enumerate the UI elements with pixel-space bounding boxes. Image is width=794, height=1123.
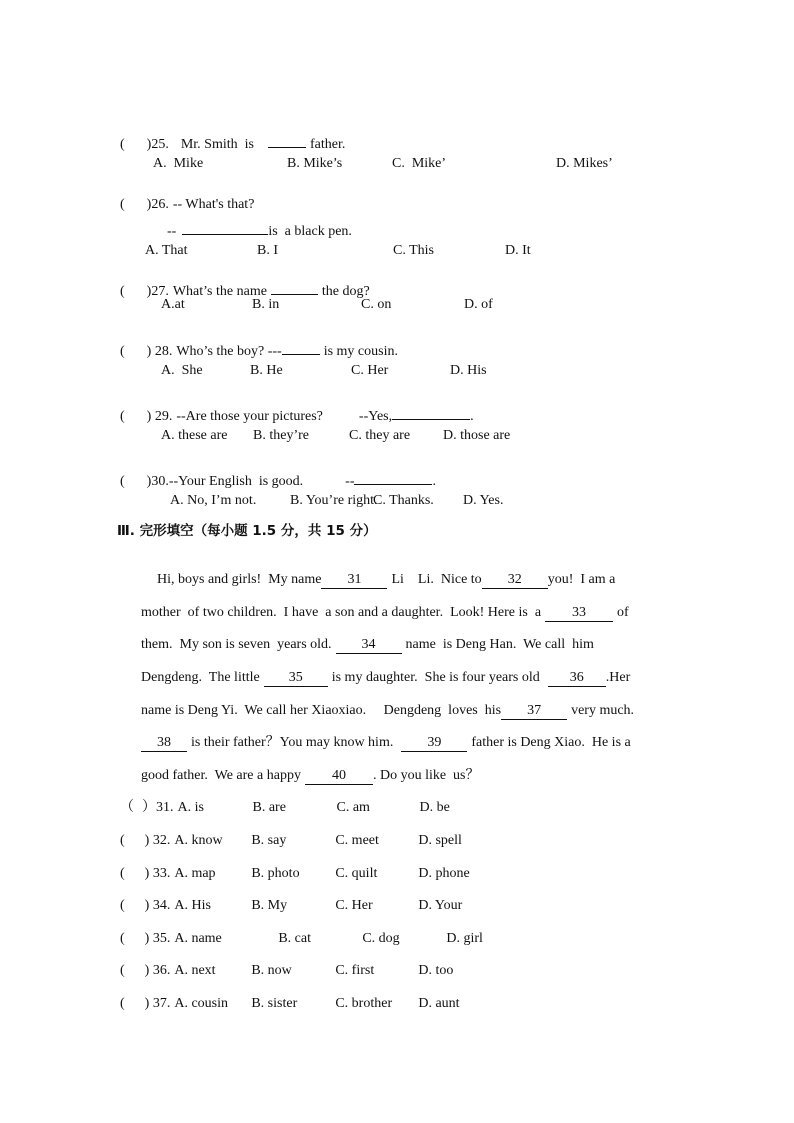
question-36 (113, 950, 453, 978)
question-number: )30. (146, 474, 169, 489)
question-text: . (432, 474, 436, 489)
question-text: -- (345, 474, 355, 489)
option-a: A. know (174, 833, 223, 848)
passage-line (134, 624, 594, 654)
question-28 (113, 331, 398, 359)
option-d: D. those are (443, 428, 511, 443)
option-c: C. am (336, 800, 370, 815)
blank-39[interactable]: 39 (401, 736, 467, 752)
blank-31[interactable]: 31 (321, 573, 387, 589)
question-25 (113, 124, 345, 152)
question-number: ）31. (142, 800, 174, 815)
section-heading: Ⅲ. 完形填空（每小题 1.5 分，共 15 分） (117, 523, 377, 539)
option-a: A. She (161, 363, 203, 378)
answer-paren[interactable]: ( (120, 137, 125, 152)
answer-paren[interactable]: ( (120, 344, 125, 359)
question-text: --Yes, (358, 409, 393, 424)
passage-text: Dengdeng. The little (141, 670, 260, 685)
passage-text: is their father？You may know him. (191, 735, 394, 750)
option-d: D. girl (446, 931, 483, 946)
option-b: B. say (251, 833, 287, 848)
option-b: B. cat (278, 931, 311, 946)
option-a: A. That (145, 243, 188, 258)
passage-text: name is Deng Yi. We call her Xiaoxiao. Dengdeng loves his (141, 703, 502, 718)
question-number: )26. (146, 197, 169, 212)
question-number: ) 36. (144, 963, 171, 978)
option-b: B. He (250, 363, 283, 378)
option-c: C. Her (335, 898, 373, 913)
question-number: ) 35. (144, 931, 171, 946)
passage-line (134, 657, 630, 687)
option-d: D. aunt (418, 996, 460, 1011)
option-b: B. I (257, 243, 278, 258)
passage-text: mother of two children. I have a son and a daughter. Look! Here is a (141, 605, 542, 620)
option-c: C. on (361, 297, 392, 312)
passage-text: father is Deng Xiao. He is a (471, 735, 631, 750)
option-b: B. Mike’s (287, 156, 343, 171)
question-text: -- What's that? (172, 197, 255, 212)
passage-text: Hi, boys and girls! My name (157, 572, 322, 587)
blank-38[interactable]: 38 (141, 736, 187, 752)
option-d: D. phone (418, 866, 470, 881)
answer-paren[interactable]: ( (120, 996, 125, 1011)
option-b: B. My (251, 898, 288, 913)
passage-text: Li Li. Nice to (391, 572, 482, 587)
blank-33[interactable]: 33 (545, 606, 613, 622)
answer-paren[interactable]: ( (120, 866, 125, 881)
option-a: A. map (174, 866, 216, 881)
passage-text: you! I am a (547, 572, 616, 587)
question-text: father. (309, 137, 346, 152)
answer-paren[interactable]: ( (120, 197, 125, 212)
question-37 (113, 983, 460, 1011)
option-d: D. Yes. (463, 493, 504, 508)
question-number: )25. (146, 137, 169, 152)
question-number: ) 33. (144, 866, 171, 881)
passage-text: name is Deng Han. We call him (405, 637, 594, 652)
option-c: C. they are (349, 428, 411, 443)
option-b: B. photo (251, 866, 300, 881)
blank-36[interactable]: 36 (548, 671, 606, 687)
option-b: B. they’re (253, 428, 309, 443)
blank-32[interactable]: 32 (482, 573, 548, 589)
option-d: D. spell (418, 833, 462, 848)
question-number: ) 34. (144, 898, 171, 913)
option-c: C. brother (335, 996, 393, 1011)
option-a: A. cousin (174, 996, 229, 1011)
question-33 (113, 853, 470, 881)
option-b: B. now (251, 963, 292, 978)
answer-blank[interactable] (354, 483, 432, 485)
option-d: D. Mikes’ (556, 156, 613, 171)
question-text: . (470, 409, 474, 424)
option-c: C. first (335, 963, 375, 978)
passage-text: good father. We are a happy (141, 768, 301, 783)
passage-text: very much. (571, 703, 635, 718)
question-text: Who’s the boy? --- (176, 344, 282, 359)
question-27 (113, 271, 370, 299)
question-text: the dog? (321, 284, 370, 299)
blank-40[interactable]: 40 (305, 769, 373, 785)
option-c: C. Mike’ (392, 156, 447, 171)
question-26-line2 (160, 211, 352, 239)
question-number: ) 32. (144, 833, 171, 848)
question-30 (113, 461, 436, 489)
dialog-dash: -- (167, 224, 177, 239)
answer-blank[interactable] (282, 353, 320, 355)
passage-text: is my daughter. She is four years old (331, 670, 540, 685)
option-b: B. sister (251, 996, 298, 1011)
question-number: ) 29. (146, 409, 173, 424)
question-number: ) 28. (146, 344, 173, 359)
question-text: What’s the name (172, 284, 267, 299)
answer-paren[interactable]: ( (120, 931, 125, 946)
option-a: A. His (174, 898, 211, 913)
passage-text: them. My son is seven years old. (141, 637, 332, 652)
question-text: Mr. Smith is (180, 137, 254, 152)
blank-34[interactable]: 34 (336, 638, 402, 654)
passage-text: . Do you like us？ (372, 768, 480, 783)
option-a: A. next (174, 963, 216, 978)
question-29 (113, 396, 474, 424)
passage-text: .Her (605, 670, 631, 685)
option-b: B. in (252, 297, 280, 312)
question-text: is a black pen. (268, 224, 352, 239)
question-number: ) 37. (144, 996, 171, 1011)
option-d: D. Your (418, 898, 463, 913)
passage-text: of (617, 605, 629, 620)
question-text: --Your English is good. (168, 474, 304, 489)
answer-blank[interactable] (271, 293, 318, 295)
answer-paren[interactable]: ( (120, 898, 125, 913)
answer-paren[interactable]: ( (120, 409, 125, 424)
answer-paren[interactable]: ( (120, 963, 125, 978)
option-c: C. dog (362, 931, 400, 946)
question-text: is my cousin. (323, 344, 398, 359)
option-c: C. Her (351, 363, 389, 378)
question-31 (113, 787, 450, 815)
passage-line (134, 755, 480, 785)
answer-paren[interactable]: （ (120, 800, 134, 815)
option-a: A. No, I’m not. (170, 493, 257, 508)
option-a: A. is (177, 800, 204, 815)
question-32 (113, 820, 462, 848)
option-d: D. It (505, 243, 531, 258)
passage-line (150, 559, 615, 589)
answer-blank[interactable] (268, 146, 306, 148)
answer-paren[interactable]: ( (120, 474, 125, 489)
option-d: D. of (464, 297, 493, 312)
answer-paren[interactable]: ( (120, 284, 125, 299)
blank-37[interactable]: 37 (501, 704, 567, 720)
option-c: C. quilt (335, 866, 378, 881)
option-b: B. are (252, 800, 286, 815)
question-34 (113, 885, 462, 913)
option-a: A. Mike (153, 156, 204, 171)
answer-paren[interactable]: ( (120, 833, 125, 848)
question-35 (113, 918, 483, 946)
passage-line (134, 722, 631, 752)
option-d: D. too (418, 963, 454, 978)
option-c: C. Thanks. (373, 493, 434, 508)
answer-blank[interactable] (392, 418, 470, 420)
blank-35[interactable]: 35 (264, 671, 328, 687)
option-a: A.at (161, 297, 185, 312)
option-b: B. You’re right. (290, 493, 378, 508)
option-a: A. these are (161, 428, 228, 443)
option-c: C. meet (335, 833, 379, 848)
option-d: D. be (419, 800, 450, 815)
question-number: )27. (146, 284, 169, 299)
answer-blank[interactable] (182, 233, 268, 235)
option-d: D. His (450, 363, 487, 378)
question-text: --Are those your pictures? (176, 409, 323, 424)
option-a: A. name (174, 931, 222, 946)
option-c: C. This (393, 243, 434, 258)
passage-line (134, 690, 634, 720)
question-26 (113, 184, 254, 212)
passage-line (134, 592, 629, 622)
